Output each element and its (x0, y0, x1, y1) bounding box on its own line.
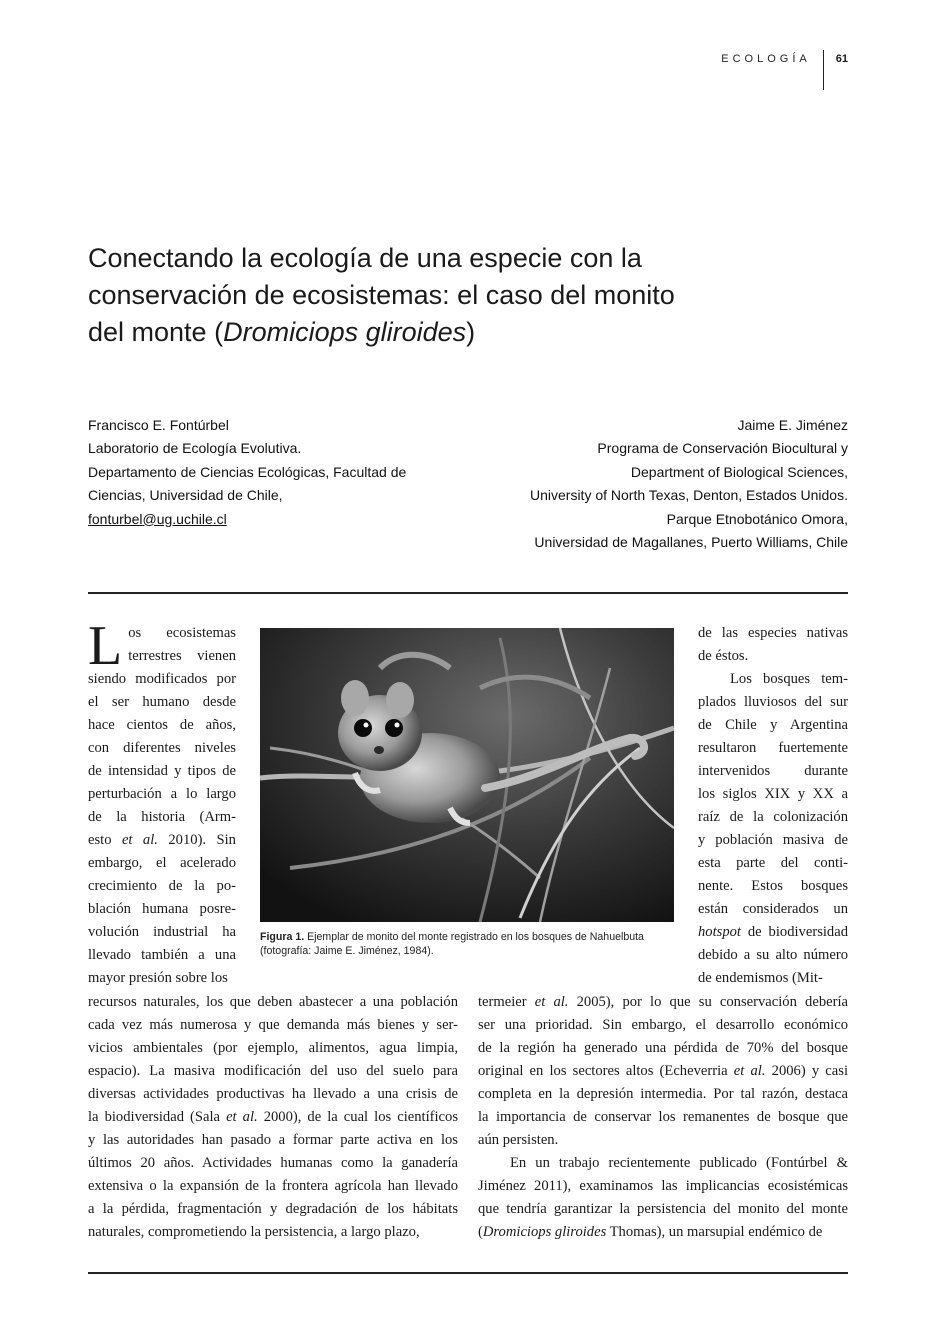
text-line: termeier et al. 2005), por lo que su conservación debería (478, 994, 848, 1010)
text-line: os ecosistemas (128, 625, 236, 641)
body-column-left-upper (88, 615, 236, 990)
author-right (448, 414, 848, 554)
title-line-3-suffix: ) (466, 317, 476, 347)
text-line: que tendría garantizar la persistencia del monito del monte (478, 1201, 848, 1217)
text-line: intervenidos durante (698, 763, 848, 779)
text-line: crecimiento de la po- (88, 878, 236, 894)
left-narrow-lines (88, 615, 236, 990)
author-right-affil-5: Universidad de Magallanes, Puerto Williams, Chile (534, 534, 848, 551)
text-line: hotspot de biodiversidad (698, 924, 848, 940)
drop-cap: L (88, 615, 123, 677)
text-line: debido a su alto número (698, 947, 848, 963)
figure-label: Figura 1. (260, 931, 305, 943)
text-line: la importancia de conservar los remanentes de bosque que (478, 1109, 848, 1125)
bottom-rule (88, 1272, 848, 1274)
text-line: En un trabajo recientemente publicado (Fontúrbel & (510, 1155, 848, 1171)
author-left-affil-1: Laboratorio de Ecología Evolutiva. (88, 440, 302, 457)
text-line: con diferentes niveles (88, 740, 236, 756)
text-line: esta parte del conti- (698, 855, 848, 871)
body-column-right-upper (698, 622, 848, 990)
text-line: blación humana posre- (88, 901, 236, 917)
text-line: extensiva o la expansión de la frontera agrícola han llevado (88, 1178, 458, 1194)
text-line: completa en la depresión intermedia. Por tal razón, destaca (478, 1086, 848, 1102)
text-line: de la región ha generado una pérdida de 70% del bosque (478, 1040, 848, 1056)
text-line: y población masiva de (698, 832, 848, 848)
text-line: raíz de la colonización (698, 809, 848, 825)
title-line-3-prefix: del monte ( (88, 317, 224, 347)
text-line: el ser humano desde (88, 694, 236, 710)
text-line: nente. Estos bosques (698, 878, 848, 894)
text-line: de endemismos (Mit- (698, 970, 823, 986)
text-line: hace cientos de años, (88, 717, 236, 733)
text-line: terrestres vienen (128, 648, 236, 664)
text-line: naturales, comprometiendo la persistencia, a largo plazo, (88, 1224, 420, 1240)
text-line: vicios ambientales (por ejemplo, alimentos, agua limpia, (88, 1040, 458, 1056)
text-line: de las especies nativas (698, 625, 848, 641)
text-line: mayor presión sobre los (88, 970, 228, 986)
text-line: ser una prioridad. Sin embargo, el desarrollo económico (478, 1017, 848, 1033)
text-line: están considerados un (698, 901, 848, 917)
text-line: de la historia (Arm- (88, 809, 236, 825)
text-line: a la pérdida, fragmentación y degradación de los hábitats (88, 1201, 458, 1217)
text-line: espacio). La masiva modificación del uso del suelo para (88, 1063, 458, 1079)
figure-caption-line-1: Ejemplar de monito del monte registrado en los bosques de Nahuelbuta (304, 931, 644, 943)
author-right-name: Jaime E. Jiménez (737, 417, 848, 433)
text-line: Jiménez 2011), examinamos las implicancias ecosistémicas (478, 1178, 848, 1194)
text-line: recursos naturales, los que deben abastecer a una población (88, 994, 458, 1010)
text-line: la biodiversidad (Sala et al. 2000), de la cual los científicos (88, 1109, 459, 1125)
author-left-affil-3: Ciencias, Universidad de Chile, (88, 487, 283, 504)
text-line: últimos 20 años. Actividades humanas como la ganadería (88, 1155, 458, 1171)
body-column-left-lower (88, 991, 458, 1244)
title-species-name: Dromiciops gliroides (223, 317, 467, 347)
figure-caption-line-2: (fotografía: Jaime E. Jiménez, 1984). (260, 945, 434, 957)
text-line: aún persisten. (478, 1132, 559, 1148)
text-line: cada vez más numerosa y que demanda más bienes y ser- (88, 1017, 458, 1033)
monito-del-monte-photo (260, 628, 674, 922)
page-number: 61 (835, 53, 848, 65)
author-email-link[interactable]: fonturbel@ug.uchile.cl (88, 510, 227, 527)
author-left (88, 414, 468, 531)
text-line: perturbación a lo largo (88, 786, 236, 802)
text-line: los siglos XIX y XX a (698, 786, 848, 802)
title-line-2: conservación de ecosistemas: el caso del monito (88, 280, 675, 310)
body-column-right-lower (478, 991, 848, 1244)
author-left-affil-2: Departamento de Ciencias Ecológicas, Facultad de (88, 463, 407, 480)
text-line: diversas actividades productivas ha llevado a una crisis de (88, 1086, 458, 1102)
top-rule (88, 592, 848, 594)
text-line: llevado también a una (88, 947, 236, 963)
author-right-affil-2: Department of Biological Sciences, (630, 463, 848, 480)
text-line: Los bosques tem- (730, 671, 848, 687)
text-line: plados lluviosos del sur (698, 694, 848, 710)
author-right-affil-1: Programa de Conservación Biocultural y (597, 440, 848, 457)
text-line: esto et al. 2010). Sin (88, 832, 236, 848)
text-line: original en los sectores altos (Echeverria et al. 2006) y casi (478, 1063, 848, 1079)
text-line: de intensidad y tipos de (88, 763, 236, 779)
text-line: de éstos. (698, 648, 749, 664)
section-label: ECOLOGÍA (721, 53, 811, 65)
figure-caption (260, 930, 674, 958)
text-line: siendo modificados por (88, 671, 236, 687)
running-header (721, 50, 848, 90)
title-line-1: Conectando la ecología de una especie con la (88, 243, 642, 273)
text-line: de Chile y Argentina (698, 717, 848, 733)
figure-1 (260, 628, 674, 958)
author-right-affil-3: University of North Texas, Denton, Estados Unidos. (529, 487, 848, 504)
text-line: embargo, el acelerado (88, 855, 236, 871)
author-left-name: Francisco E. Fontúrbel (88, 417, 229, 433)
text-line: y las autoridades han pasado a formar parte activa en los (88, 1132, 458, 1148)
article-title (88, 240, 768, 351)
text-line: resultaron fuertemente (698, 740, 848, 756)
author-right-affil-4: Parque Etnobotánico Omora, (666, 510, 848, 527)
text-line: volución industrial ha (88, 924, 236, 940)
text-line: (Dromiciops gliroides Thomas), un marsupial endémico de (478, 1224, 823, 1240)
